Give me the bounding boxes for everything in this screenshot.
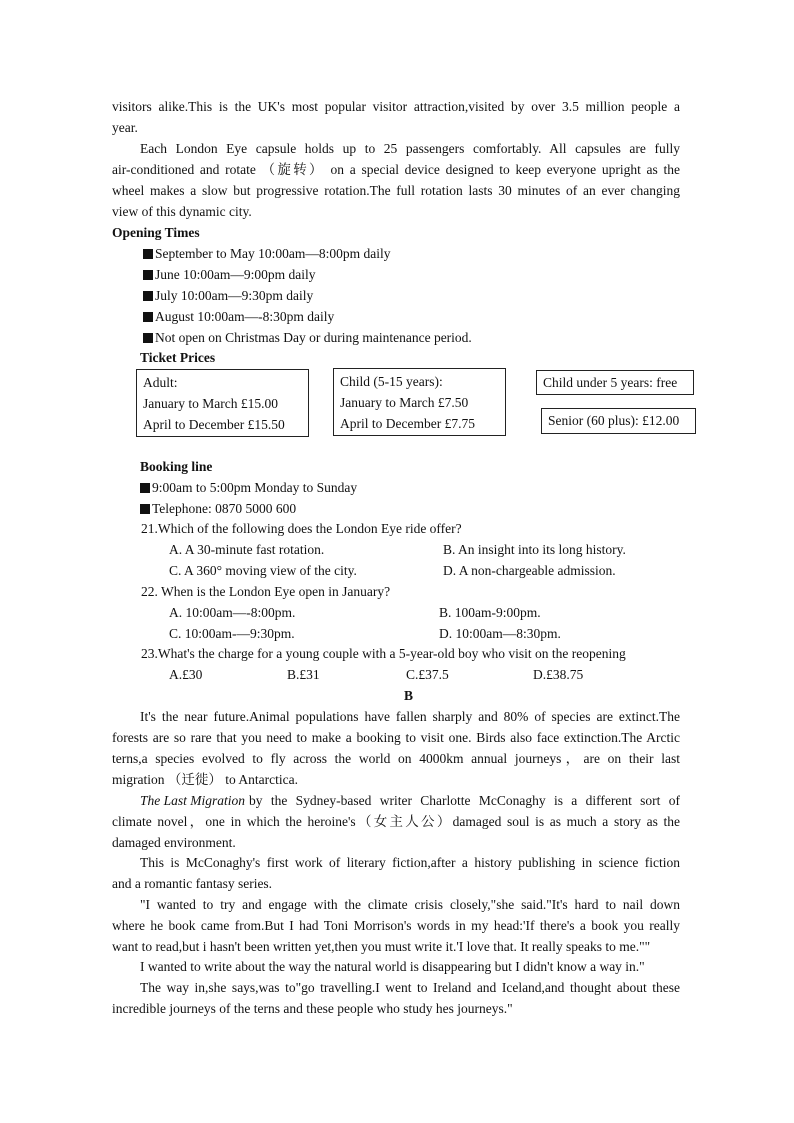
ticket-prices-heading: Ticket Prices — [140, 350, 216, 365]
question-22-option-d[interactable]: D. 10:00am—8:30pm. — [439, 626, 561, 641]
child-price-apr-dec: April to December £7.75 — [340, 416, 475, 431]
opening-times-item — [143, 306, 334, 327]
question-21-option-a[interactable]: A. A 30-minute fast rotation. — [169, 542, 325, 557]
paragraph-line: Each London Eye capsule holds up to 25 passengers comfortably. All capsules are fully — [140, 141, 680, 156]
paragraph-line: The way in,she says,was to"go travelling.I went to Ireland and Iceland,and thought about these — [140, 980, 680, 995]
opening-times-item — [143, 285, 313, 306]
passage-b-label: B — [404, 688, 414, 703]
question-22-stem: 22. When is the London Eye open in January? — [141, 584, 391, 599]
paragraph-line: year. — [112, 120, 138, 135]
under5-price-text: Child under 5 years: free — [543, 375, 678, 390]
question-23-option-b[interactable]: B.£31 — [287, 667, 320, 682]
question-21-option-d[interactable]: D. A non-chargeable admission. — [443, 563, 616, 578]
opening-times-heading: Opening Times — [112, 225, 200, 240]
question-22-option-c[interactable]: C. 10:00am-—9:30pm. — [169, 626, 295, 641]
question-21-option-c[interactable]: C. A 360° moving view of the city. — [169, 563, 357, 578]
opening-times-item — [143, 264, 315, 285]
bullet-square-icon — [143, 312, 153, 322]
question-22-option-b[interactable]: B. 100am-9:00pm. — [439, 605, 541, 620]
paragraph-line: air-conditioned and rotate （旋转） on a special device designed to keep everyone upright as the — [112, 162, 680, 177]
opening-times-item — [143, 327, 472, 348]
senior-price-box — [541, 408, 696, 434]
paragraph-line: I wanted to write about the way the natural world is disappearing but I didn't know a way in." — [140, 959, 645, 974]
paragraph-line: wheel makes a slow but progressive rotation.The full rotation lasts 30 minutes of an ever changing — [112, 183, 680, 198]
adult-price-jan-mar: January to March £15.00 — [143, 396, 278, 411]
booking-heading: Booking line — [140, 459, 213, 474]
paragraph-line: climate novel，one in which the heroine's（女主人公）damaged soul is as much a story as the — [112, 814, 680, 829]
book-title: The Last Migration — [140, 793, 246, 808]
paragraph-line: migration （迁徙） to Antarctica. — [112, 772, 298, 787]
bullet-square-icon — [143, 291, 153, 301]
paragraph-line: "I wanted to try and engage with the climate crisis closely,"she said."It's hard to nail down — [140, 897, 680, 912]
paragraph-text: by the Sydney-based writer Charlotte McConaghy is a different sort of — [249, 793, 680, 808]
paragraph-line: forests are so rare that you need to make a booking to visit one. Birds also face extinction.The Arctic — [112, 730, 680, 745]
bullet-square-icon — [143, 333, 153, 343]
paragraph-line: terns,a species evolved to fly across the world on 4000km annual journeys，are on their last — [112, 751, 680, 766]
paragraph-line: incredible journeys of the terns and these people who study hes journeys." — [112, 1001, 513, 1016]
bullet-square-icon — [140, 504, 150, 514]
opening-times-text: September to May 10:00am—8:00pm daily — [155, 246, 391, 261]
paragraph-line: view of this dynamic city. — [112, 204, 252, 219]
question-23-option-d[interactable]: D.£38.75 — [533, 667, 584, 682]
paragraph-line: visitors alike.This is the UK's most popular visitor attraction,visited by over 3.5 million people a — [112, 99, 680, 114]
opening-times-text: Not open on Christmas Day or during maintenance period. — [155, 330, 472, 345]
adult-price-label: Adult: — [143, 375, 178, 390]
under5-price-box — [536, 370, 694, 395]
paragraph-line: It's the near future.Animal populations have fallen sharply and 80% of species are extinct.The — [140, 709, 680, 724]
question-23-option-a[interactable]: A.£30 — [169, 667, 203, 682]
child-price-jan-mar: January to March £7.50 — [340, 395, 469, 410]
child-price-label: Child (5-15 years): — [340, 374, 443, 389]
paragraph-line — [140, 790, 680, 811]
child-price-box — [333, 368, 506, 436]
opening-times-text: July 10:00am—9:30pm daily — [155, 288, 314, 303]
opening-times-text: June 10:00am—9:00pm daily — [155, 267, 316, 282]
paragraph-line: and a romantic fantasy series. — [112, 876, 273, 891]
question-23-stem: 23.What's the charge for a young couple with a 5-year-old boy who visit on the reopening — [141, 646, 626, 661]
adult-price-box — [136, 369, 309, 437]
booking-item — [140, 477, 357, 498]
question-22-option-a[interactable]: A. 10:00am—-8:00pm. — [169, 605, 296, 620]
question-23-option-c[interactable]: C.£37.5 — [406, 667, 449, 682]
bullet-square-icon — [143, 249, 153, 259]
opening-times-text: August 10:00am—-8:30pm daily — [155, 309, 335, 324]
question-21-stem: 21.Which of the following does the London Eye ride offer? — [141, 521, 462, 536]
paragraph-line: where he book came from.But I had Toni Morrison's words in my head:'If there's a book you really — [112, 918, 680, 933]
booking-text: 9:00am to 5:00pm Monday to Sunday — [152, 480, 358, 495]
paragraph-line: This is McConaghy's first work of literary fiction,after a history publishing in science fiction — [140, 855, 680, 870]
opening-times-item — [143, 243, 390, 264]
bullet-square-icon — [140, 483, 150, 493]
paragraph-line: damaged environment. — [112, 835, 236, 850]
question-21-option-b[interactable]: B. An insight into its long history. — [443, 542, 626, 557]
booking-phone: Telephone: 0870 5000 600 — [152, 501, 297, 516]
paragraph-line: want to read,but i hasn't been written yet,then you must write it.'I love that. It really speaks to me."" — [112, 939, 651, 954]
senior-price-text: Senior (60 plus): £12.00 — [548, 413, 680, 428]
booking-item — [140, 498, 296, 519]
bullet-square-icon — [143, 270, 153, 280]
adult-price-apr-dec: April to December £15.50 — [143, 417, 285, 432]
